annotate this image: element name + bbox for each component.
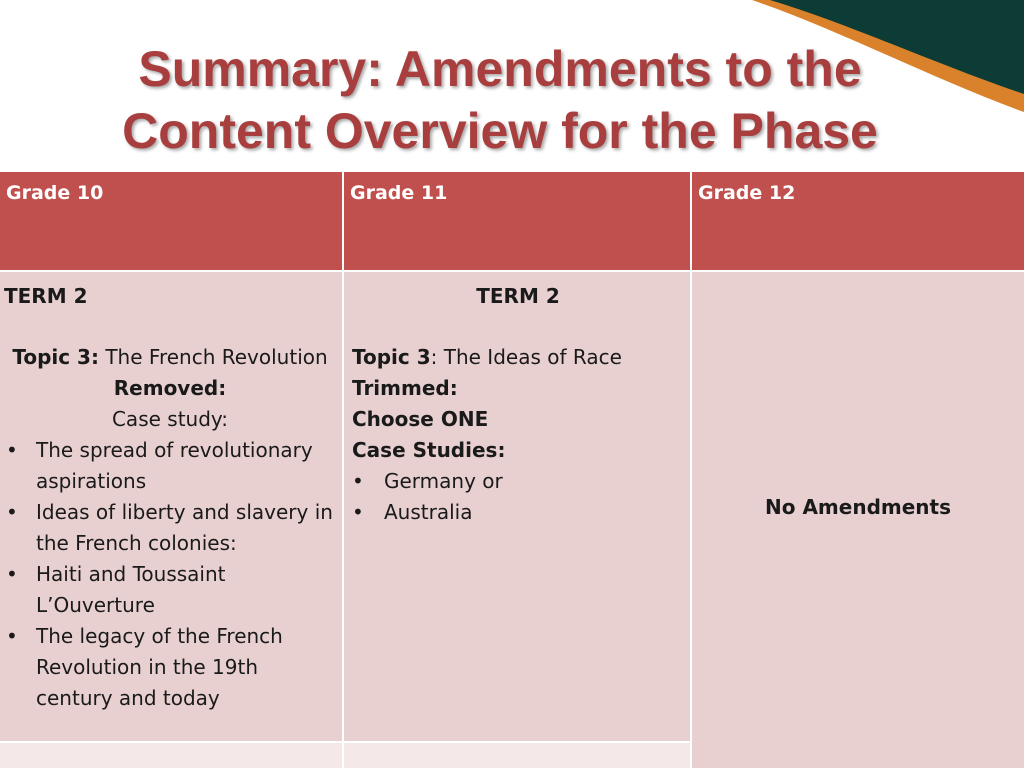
grade-10-topic <box>4 342 336 373</box>
grade-10-term: TERM 2 <box>4 284 88 308</box>
grade-11-bullet-list <box>352 466 684 528</box>
grade-11-cell <box>344 272 690 741</box>
grade-11-status: Trimmed: <box>352 376 458 400</box>
header-grade-12: Grade 12 <box>692 172 1024 270</box>
list-item: • The legacy of the French Revolution in the 19th century and today <box>4 621 336 714</box>
grade-11-term: TERM 2 <box>476 284 560 308</box>
header-grade-10: Grade 10 <box>0 172 342 270</box>
grade-11-choose: Choose ONE <box>352 407 489 431</box>
grade-10-case-label: Case study: <box>111 407 229 431</box>
table-row-bottom-col-2 <box>344 743 690 768</box>
grade-12-no-amendments: No Amendments <box>765 495 951 519</box>
slide-title <box>0 38 1000 162</box>
grade-11-topic-label: Topic 3 <box>352 345 431 369</box>
grade-11-topic-name: : The Ideas of Race <box>430 345 622 369</box>
grade-12-cell <box>692 272 1024 768</box>
list-item: • Ideas of liberty and slavery in the French colonies: <box>4 497 336 559</box>
list-item: • Haiti and Toussaint L’Ouverture <box>4 559 336 621</box>
grade-10-topic-name: The French Revolution <box>98 345 328 369</box>
header-grade-11: Grade 11 <box>344 172 690 270</box>
list-item: • The spread of revolutionary aspirations <box>4 435 336 497</box>
grade-10-status: Removed: <box>113 376 227 400</box>
slide-title-line-1: Summary: Amendments to the <box>138 41 862 97</box>
list-item: • Germany or <box>352 466 684 497</box>
grade-10-cell <box>0 272 342 741</box>
grade-10-bullet-list <box>4 435 336 714</box>
slide-title-line-2: Content Overview for the Phase <box>122 103 878 159</box>
table-row-bottom-col-1 <box>0 743 342 768</box>
list-item: • Australia <box>352 497 684 528</box>
grade-11-case-label: Case Studies: <box>352 438 506 462</box>
grade-10-topic-label: Topic 3: <box>12 345 99 369</box>
grade-11-topic <box>352 342 684 373</box>
